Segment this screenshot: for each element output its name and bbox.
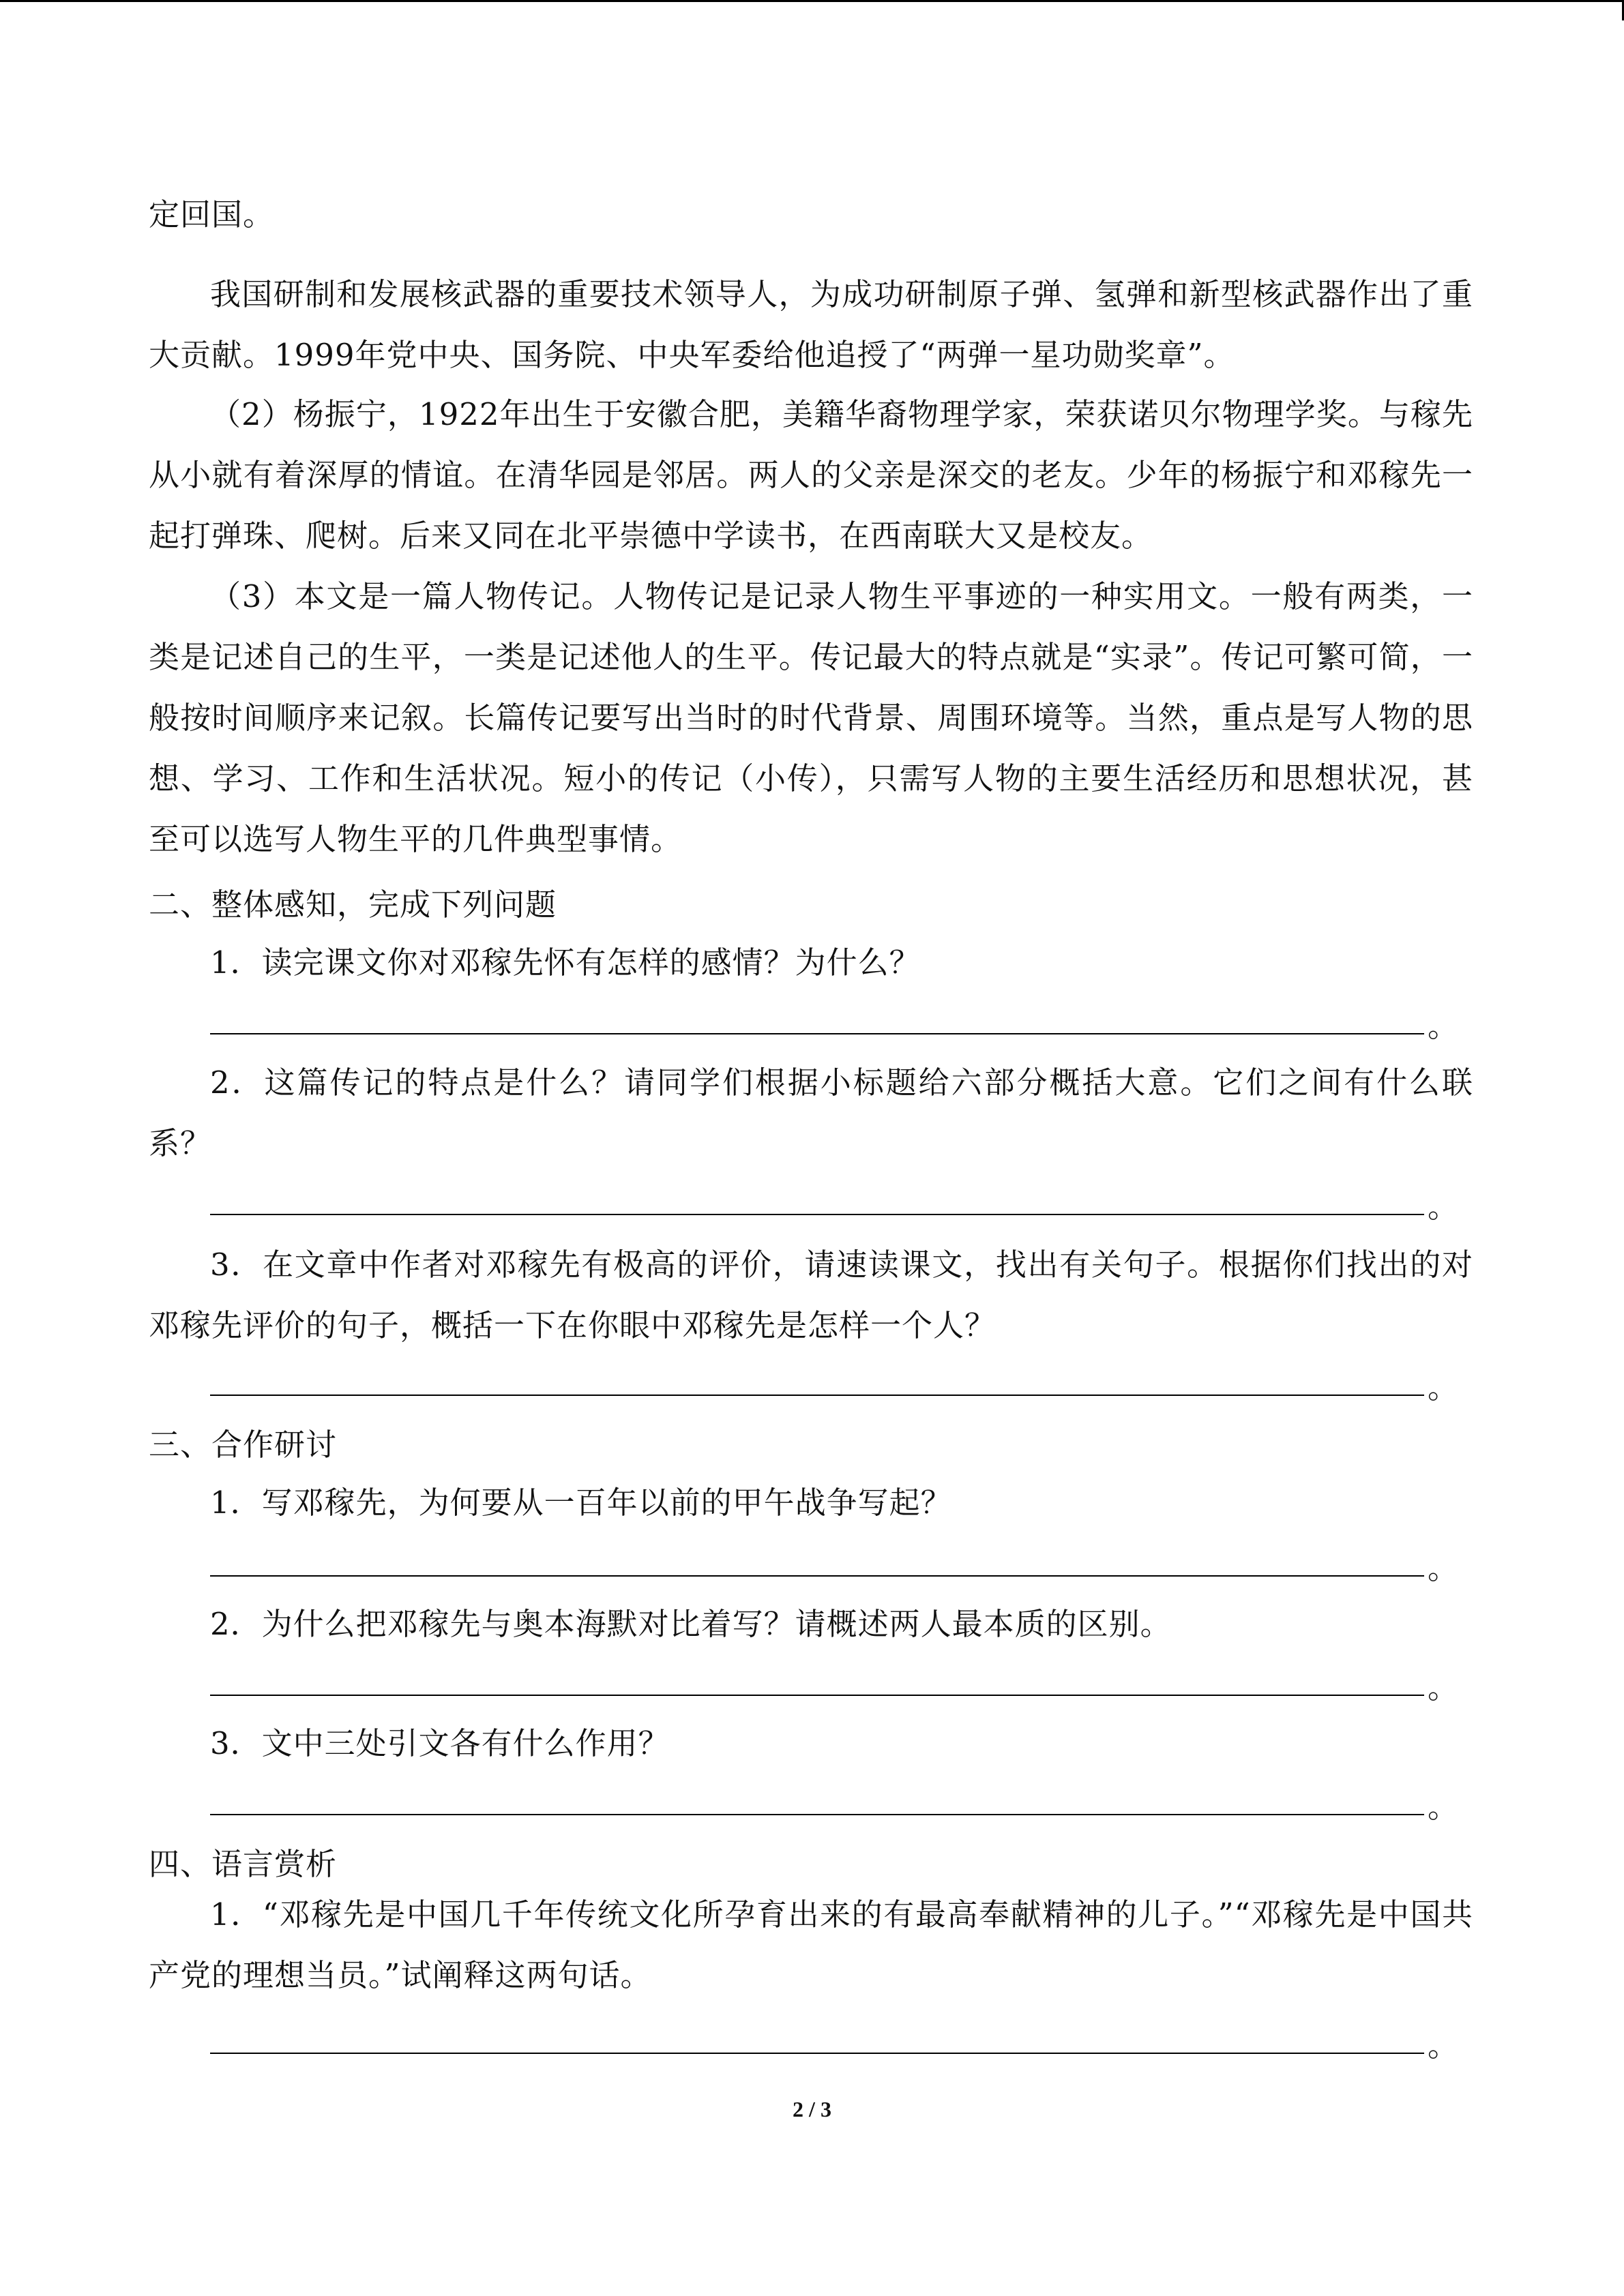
question-3-1: 1．写邓稼先，为何要从一百年以前的甲午战争写起？ [210, 1485, 952, 1521]
answer-period: 。 [1428, 1189, 1459, 1225]
answer-period: 。 [1428, 1669, 1459, 1705]
question-4-1: 1．“邓稼先是中国几千年传统文化所孕育出来的有最高奉献精神的儿子。”“邓稼先是中国共产党的理想当员。”试阐释这两句话。 [149, 1896, 1473, 1993]
answer-line[interactable] [210, 1695, 1424, 1696]
top-border [0, 0, 1624, 2]
paragraph-continuation: 定回国。 [149, 196, 275, 233]
answer-period: 。 [1428, 1550, 1459, 1586]
question-2-1: 1．读完课文你对邓稼先怀有怎样的感情？为什么？ [210, 944, 921, 981]
question-3-3: 3．文中三处引文各有什么作用？ [210, 1725, 670, 1761]
question-2-3: 3．在文章中作者对邓稼先有极高的评价，请速读课文，找出有关句子。根据你们找出的对邓稼先评价的句子，概括一下在你眼中邓稼先是怎样一个人？ [149, 1247, 1473, 1343]
page-number: 2 / 3 [793, 2097, 831, 2121]
section-heading-discussion: 三、合作研讨 [149, 1427, 338, 1463]
question-3-2: 2．为什么把邓稼先与奥本海默对比着写？请概述两人最本质的区别。 [210, 1606, 1172, 1642]
section-heading-overall: 二、整体感知，完成下列问题 [149, 886, 557, 923]
paragraph-biography-genre: （3）本文是一篇人物传记。人物传记是记录人物生平事迹的一种实用文。一般有两类，一类是记述自己的生平，一类是记述他人的生平。传记最大的特点就是“实录”。传记可繁可简，一般按时间顺序来记叙。长篇传记要写出当时的时代背景、周围环境等。当然，重点是写人物的思想、学习、工作和生活状况。短小的传记（小传），只需写人物的主要生活经历和思想状况，甚至可以选写人物生平的几件典型事情。 [149, 578, 1473, 857]
answer-line[interactable] [210, 1814, 1424, 1815]
answer-period: 。 [1428, 1008, 1459, 1044]
question-2-2: 2．这篇传记的特点是什么？请同学们根据小标题给六部分概括大意。它们之间有什么联系？ [149, 1064, 1473, 1161]
answer-line[interactable] [210, 1033, 1424, 1034]
answer-line[interactable] [210, 1575, 1424, 1577]
paragraph-yang-zhenning: （2）杨振宁，1922年出生于安徽合肥，美籍华裔物理学家，荣获诺贝尔物理学奖。与稼先从小就有着深厚的情谊。在清华园是邻居。两人的父亲是深交的老友。少年的杨振宁和邓稼先一起打弹珠、爬树。后来又同在北平崇德中学读书，在西南联大又是校友。 [149, 396, 1473, 554]
paragraph-biography-dengjiaxian: 我国研制和发展核武器的重要技术领导人，为成功研制原子弹、氢弹和新型核武器作出了重大贡献。1999年党中央、国务院、中央军委给他追授了“两弹一星功勋奖章”。 [149, 276, 1473, 373]
answer-line[interactable] [210, 2053, 1424, 2054]
answer-period: 。 [1428, 1789, 1459, 1825]
answer-period: 。 [1428, 1369, 1459, 1405]
answer-line[interactable] [210, 1395, 1424, 1396]
answer-period: 。 [1428, 2027, 1459, 2063]
answer-line[interactable] [210, 1214, 1424, 1215]
section-heading-language: 四、语言赏析 [149, 1846, 338, 1882]
